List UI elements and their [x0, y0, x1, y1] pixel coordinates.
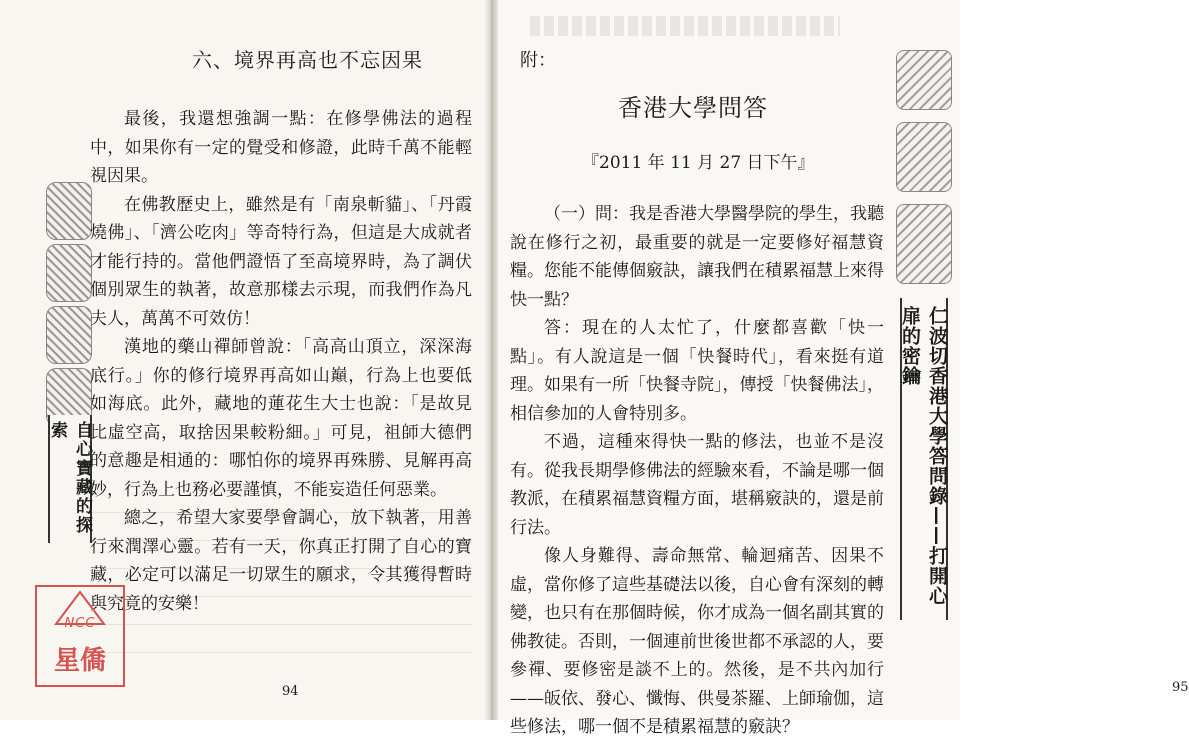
watermark-logo — [34, 584, 126, 688]
show-through-text — [92, 512, 472, 662]
book-spine — [484, 0, 498, 720]
right-paragraph: 像人身難得、壽命無常、輪迴痛苦、因果不虛，當你修了這些基礎法以後，自心會有深刻的轉變，也只有在那個時候，你才成為一個名副其實的佛教徒。否則，一個連前世後世都不承認的人，要參禪、要修密是談不上的。然後，是不共內加行——皈依、發心、懺悔、供曼茶羅、上師瑜伽，這些修法，哪一個不是積累福慧的竅訣？ — [510, 546, 884, 737]
knot-ornament — [896, 50, 952, 110]
right-side-tab-text: 仁波切香港大學答問錄——打開心扉的密鑰 — [899, 306, 948, 606]
left-side-tab-text: 自心寶藏的探索 — [47, 421, 92, 535]
dharma-wheel-ornament — [896, 204, 952, 284]
left-side-tab — [48, 415, 92, 543]
vase-ornament — [46, 244, 92, 302]
vase-ornament — [896, 122, 952, 192]
article-title: 香港大學問答 — [618, 94, 768, 122]
date-line: 『2011 年 11 月 27 日下午』 — [582, 153, 815, 173]
left-paragraph: 最後，我還想強調一點：在修學佛法的過程中，如果你有一定的覺受和修證，此時千萬不能輕視因果。 — [90, 109, 472, 186]
left-paragraph: 總之，希望大家要學會調心，放下執著，用善行來潤澤心靈。若有一天，你真正打開了自心的寶藏，必定可以滿足一切眾生的願求，令其獲得暫時與究竟的安樂！ — [90, 508, 472, 614]
left-paragraph: 在佛教歷史上，雖然是有「南泉斬貓」、「丹霞燒佛」、「濟公吃肉」等奇特行為，但這是大成就者才能行持的。當他們證悟了至高境界時，為了調伏個別眾生的執著，故意那樣去示現，而我們作為凡夫人，萬萬不可效仿！ — [90, 194, 472, 329]
right-page-number: 95 — [1172, 680, 1189, 695]
right-paragraph: 答：現在的人太忙了，什麼都喜歡「快一點」。有人說這是一個「快餐時代」，看來挺有道理。如果有一所「快餐寺院」，傳授「快餐佛法」，相信參加的人會特別多。 — [510, 318, 884, 424]
right-body-text — [510, 200, 884, 742]
right-paragraph: 不過，這種來得快一點的修法，也並不是沒有。從我長期學修佛法的經驗來看，不論是哪一個教派，在積累福慧資糧方面，堪稱竅訣的，還是前行法。 — [510, 432, 884, 538]
wheel-ornament — [46, 306, 92, 364]
right-page — [490, 0, 1189, 737]
watermark-brand: NCC — [64, 616, 96, 631]
left-paragraph: 漢地的藥山禪師曾說：「高高山頂立，深深海底行。」你的修行境界再高如山巔，行為上也要低如海底。此外，藏地的蓮花生大士也說：「是故見比虛空高，取捨因果較粉細。」可見，祖師大德們的意趣是相通的：哪怕你的境界再殊勝、見解再高妙，行為上也務必要謹慎，不能妄造任何惡業。 — [90, 337, 472, 500]
right-paragraph: （一）問：我是香港大學醫學院的學生，我聽說在修行之初，最重要的就是一定要修好福慧資糧。您能不能傳個竅訣，讓我們在積累福慧上來得快一點？ — [510, 204, 884, 310]
watermark-name: 星僑 — [53, 646, 106, 676]
show-through-text — [530, 16, 840, 36]
right-side-tab — [900, 298, 948, 620]
endless-knot-ornament — [46, 182, 92, 240]
section-heading: 六、境界再高也不忘因果 — [192, 48, 423, 72]
attachment-label: 附： — [520, 50, 556, 71]
left-page-number: 94 — [282, 684, 299, 699]
